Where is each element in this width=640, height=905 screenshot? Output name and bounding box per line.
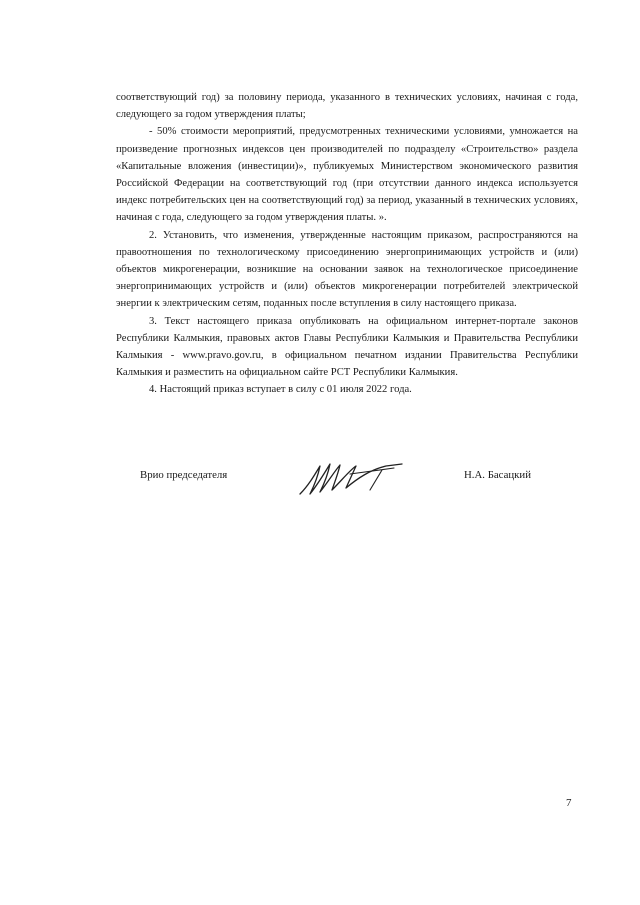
signatory-title: Врио председателя bbox=[140, 469, 228, 481]
signature-block bbox=[140, 458, 580, 508]
signatory-name: Н.А. Басацкий bbox=[464, 469, 531, 481]
document-body bbox=[116, 89, 578, 399]
paragraph-item-3: 3. Текст настоящего приказа опубликовать на официальном интернет-портале законов Республики Калмыкия, правовых актов Главы Республики Калмыкия и Правительства Республики Калмыкия - www.pravo.gov.ru, в официальном печатном издании Правительства Республики Калмыкия и разместить на официальном сайте РСТ Республики Калмыкия. bbox=[116, 315, 578, 379]
page-number: 7 bbox=[566, 797, 572, 809]
paragraph-item-2: 2. Установить, что изменения, утвержденные настоящим приказом, распространяются на правоотношения по технологическому присоединению энергопринимающих устройств и (или) объектов микрогенерации, возникшие на основании заявок на технологическое присоединение энергопринимающих устройств и (или) объектов микрогенерации потребителей электрической энергии к электрическим сетям, поданных после вступления в силу настоящего приказа. bbox=[116, 229, 578, 310]
paragraph-cost-clause: - 50% стоимости мероприятий, предусмотренных техническими условиями, умножается на произведение прогнозных индексов цен производителей по подразделу «Строительство» раздела «Капитальные вложения (инвестиции)», публикуемых Министерством экономического развития Российской Федерации на соответствующий год (при отсутствии данного индекса используется индекс потребительских цен на соответствующий год) за период, указанный в технических условиях, начиная с года, следующего за годом утверждения платы. ». bbox=[116, 126, 578, 224]
paragraph-continuation: соответствующий год) за половину периода, указанного в технических условиях, начиная с года, следующего за годом утверждения платы; bbox=[116, 92, 578, 121]
handwritten-signature bbox=[290, 458, 420, 498]
paragraph-item-4: 4. Настоящий приказ вступает в силу с 01 июля 2022 года. bbox=[149, 384, 412, 396]
